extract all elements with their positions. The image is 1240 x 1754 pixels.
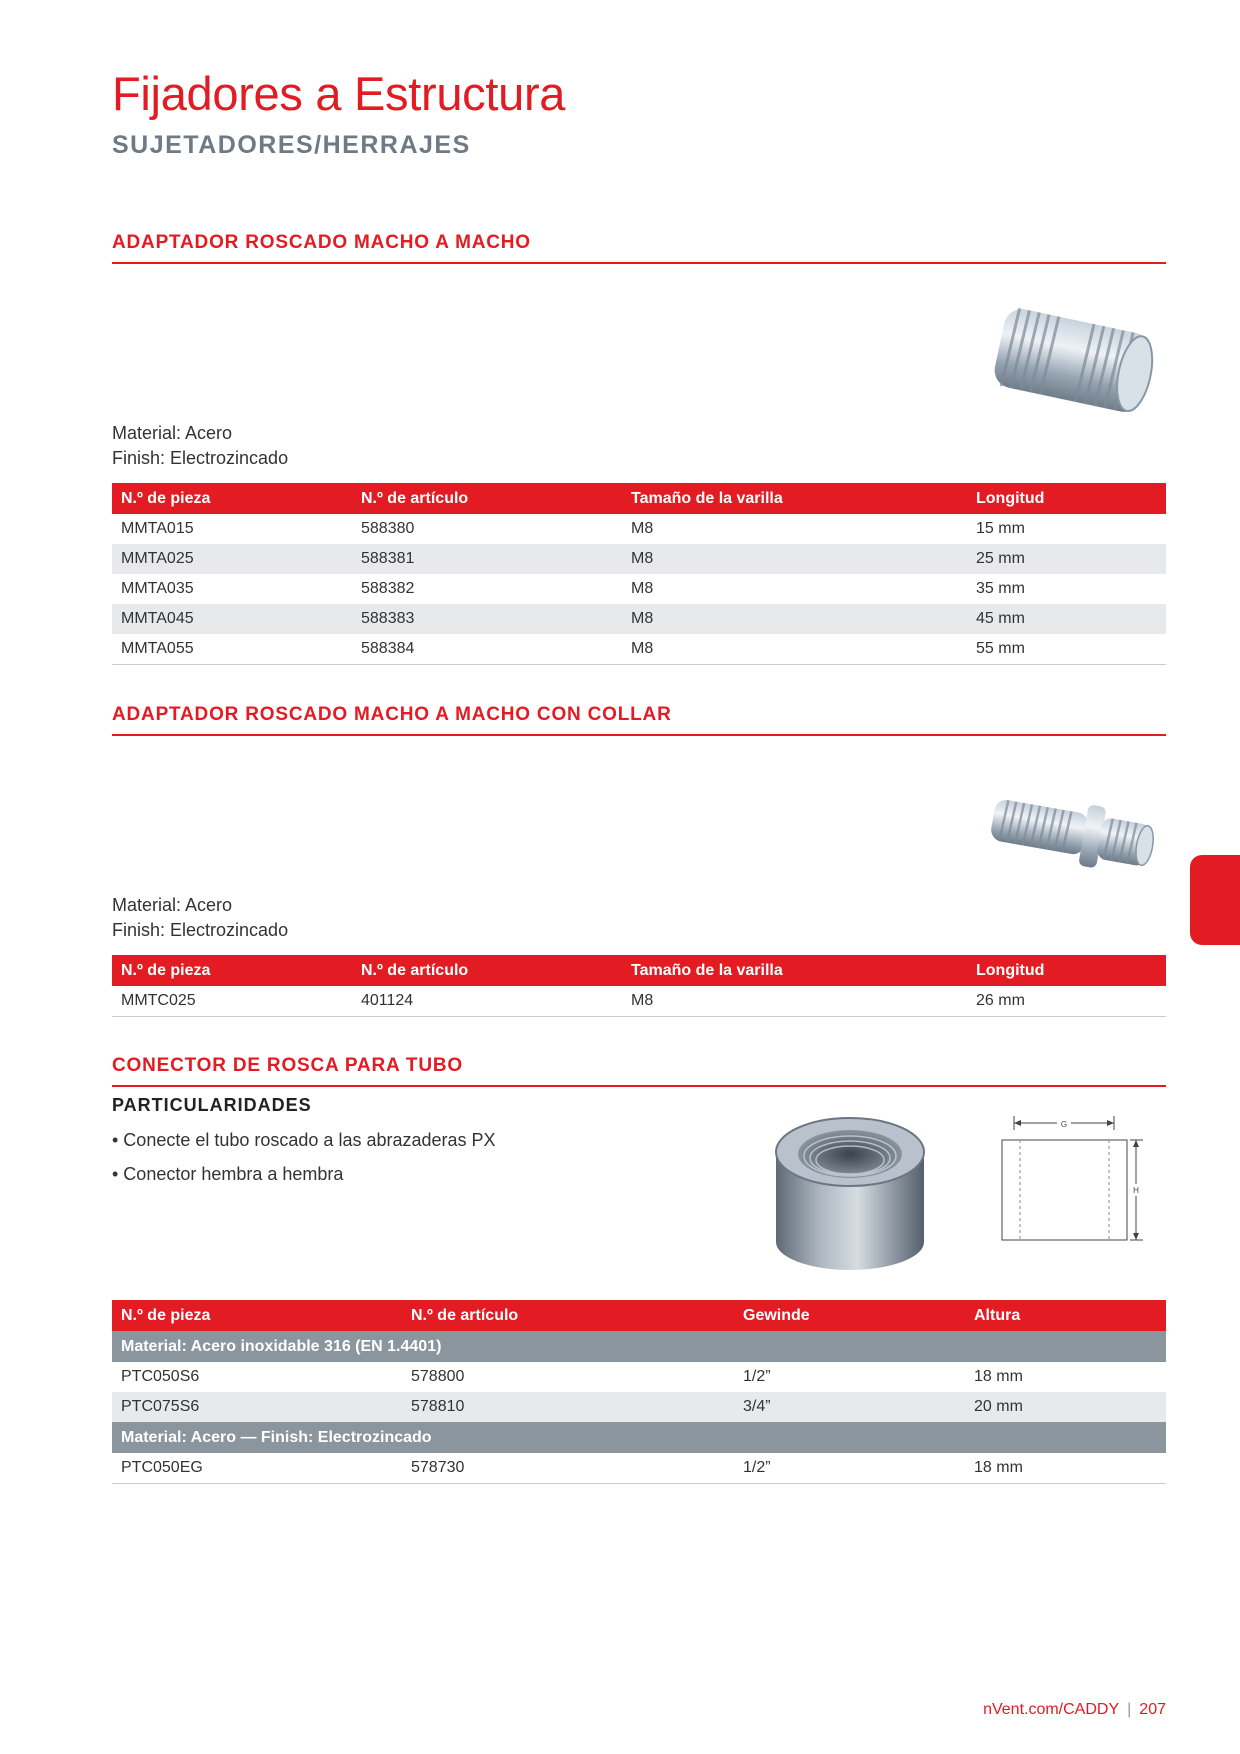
cell-part: MMTA045 bbox=[112, 604, 352, 634]
cell-rod-size: M8 bbox=[622, 604, 967, 634]
col-header-article: N.º de artículo bbox=[402, 1300, 734, 1331]
cell-part: MMTA015 bbox=[121, 520, 194, 537]
col-header-article: N.º de artículo bbox=[352, 483, 622, 514]
cell-thread: 1/2” bbox=[734, 1453, 965, 1483]
feature-item: • Conecte el tubo roscado a las abrazaderas PX bbox=[112, 1130, 496, 1150]
table-group-row bbox=[112, 1422, 1166, 1453]
pipe-connector-image bbox=[770, 1112, 930, 1277]
side-chapter-tab bbox=[1190, 855, 1240, 945]
table-row bbox=[112, 574, 1166, 604]
collar-adapter-table bbox=[112, 955, 1166, 1017]
dimension-label-h: H bbox=[1133, 1186, 1139, 1195]
group-label: Material: Acero inoxidable 316 (EN 1.4401) bbox=[112, 1331, 1166, 1362]
male-adapter-table bbox=[112, 483, 1166, 665]
section-heading-collar-adapter: ADAPTADOR ROSCADO MACHO A MACHO CON COLLAR bbox=[112, 704, 1166, 736]
cell-article: 401124 bbox=[352, 986, 622, 1016]
male-adapter-image bbox=[985, 300, 1155, 430]
cell-article: 578800 bbox=[411, 1368, 465, 1385]
pipe-connector-dimension-diagram bbox=[990, 1110, 1150, 1250]
table-row bbox=[112, 1392, 1166, 1422]
cell-article: 588384 bbox=[352, 634, 622, 664]
finish-text: Finish: Electrozincado bbox=[112, 920, 289, 940]
page-subtitle: SUJETADORES/HERRAJES bbox=[112, 131, 471, 159]
page-footer bbox=[983, 1701, 1166, 1719]
pipe-connector-table bbox=[112, 1300, 1166, 1484]
dimension-label-g: G bbox=[1060, 1120, 1068, 1129]
cell-thread: 3/4” bbox=[734, 1392, 965, 1422]
cell-thread: 1/2” bbox=[743, 1368, 771, 1385]
col-header-part: N.º de pieza bbox=[112, 483, 352, 514]
page-number: 207 bbox=[1139, 1701, 1166, 1718]
table-header-row bbox=[112, 955, 1166, 986]
section-heading-male-adapter: ADAPTADOR ROSCADO MACHO A MACHO bbox=[112, 232, 1166, 264]
col-header-article: N.º de artículo bbox=[352, 955, 622, 986]
table-row bbox=[112, 604, 1166, 634]
collar-adapter-image bbox=[985, 790, 1160, 885]
table-row bbox=[112, 634, 1166, 664]
cell-rod-size: M8 bbox=[631, 580, 654, 597]
cell-article: 578810 bbox=[402, 1392, 734, 1422]
cell-part: MMTA055 bbox=[112, 634, 352, 664]
features-title: PARTICULARIDADES bbox=[112, 1095, 312, 1115]
cell-length: 15 mm bbox=[976, 520, 1025, 537]
table-row bbox=[112, 544, 1166, 574]
cell-length: 55 mm bbox=[967, 634, 1166, 664]
cell-part: PTC050EG bbox=[112, 1453, 402, 1483]
cell-part: PTC075S6 bbox=[112, 1392, 402, 1422]
col-header-height: Altura bbox=[965, 1300, 1166, 1331]
cell-part: PTC050S6 bbox=[121, 1368, 200, 1385]
footer-url[interactable]: nVent.com/CADDY bbox=[983, 1701, 1120, 1718]
section-heading-pipe-connector: CONECTOR DE ROSCA PARA TUBO bbox=[112, 1055, 1166, 1087]
col-header-length: Longitud bbox=[967, 483, 1166, 514]
cell-height: 18 mm bbox=[974, 1368, 1023, 1385]
table-row bbox=[112, 986, 1166, 1016]
cell-length: 35 mm bbox=[976, 580, 1025, 597]
table-group-row bbox=[112, 1331, 1166, 1362]
cell-part: MMTA025 bbox=[112, 544, 352, 574]
cell-article: 588380 bbox=[361, 520, 415, 537]
cell-rod-size: M8 bbox=[622, 634, 967, 664]
col-header-thread: Gewinde bbox=[734, 1300, 965, 1331]
cell-rod-size: M8 bbox=[622, 986, 967, 1016]
cell-length: 45 mm bbox=[967, 604, 1166, 634]
col-header-part: N.º de pieza bbox=[112, 955, 352, 986]
cell-rod-size: M8 bbox=[631, 520, 654, 537]
cell-height: 20 mm bbox=[965, 1392, 1166, 1422]
cell-article: 588381 bbox=[352, 544, 622, 574]
col-header-length: Longitud bbox=[967, 955, 1166, 986]
cell-length: 26 mm bbox=[967, 986, 1166, 1016]
cell-length: 25 mm bbox=[967, 544, 1166, 574]
table-row bbox=[112, 1362, 1166, 1392]
col-header-rod-size: Tamaño de la varilla bbox=[622, 483, 967, 514]
finish-text: Finish: Electrozincado bbox=[112, 448, 289, 468]
col-header-part: N.º de pieza bbox=[112, 1300, 402, 1331]
cell-article: 588382 bbox=[361, 580, 415, 597]
table-header-row bbox=[112, 483, 1166, 514]
table-header-row bbox=[112, 1300, 1166, 1331]
cell-part: MMTA035 bbox=[121, 580, 194, 597]
cell-article: 578730 bbox=[402, 1453, 734, 1483]
cell-height: 18 mm bbox=[965, 1453, 1166, 1483]
table-row bbox=[112, 514, 1166, 544]
cell-rod-size: M8 bbox=[622, 544, 967, 574]
footer-separator: | bbox=[1127, 1701, 1132, 1718]
page-title: Fijadores a Estructura bbox=[112, 67, 566, 120]
group-label: Material: Acero — Finish: Electrozincado bbox=[112, 1422, 1166, 1453]
feature-item: • Conector hembra a hembra bbox=[112, 1164, 344, 1184]
table-row bbox=[112, 1453, 1166, 1483]
material-text: Material: Acero bbox=[112, 423, 233, 443]
col-header-rod-size: Tamaño de la varilla bbox=[622, 955, 967, 986]
cell-article: 588383 bbox=[352, 604, 622, 634]
cell-part: MMTC025 bbox=[112, 986, 352, 1016]
material-text: Material: Acero bbox=[112, 895, 233, 915]
